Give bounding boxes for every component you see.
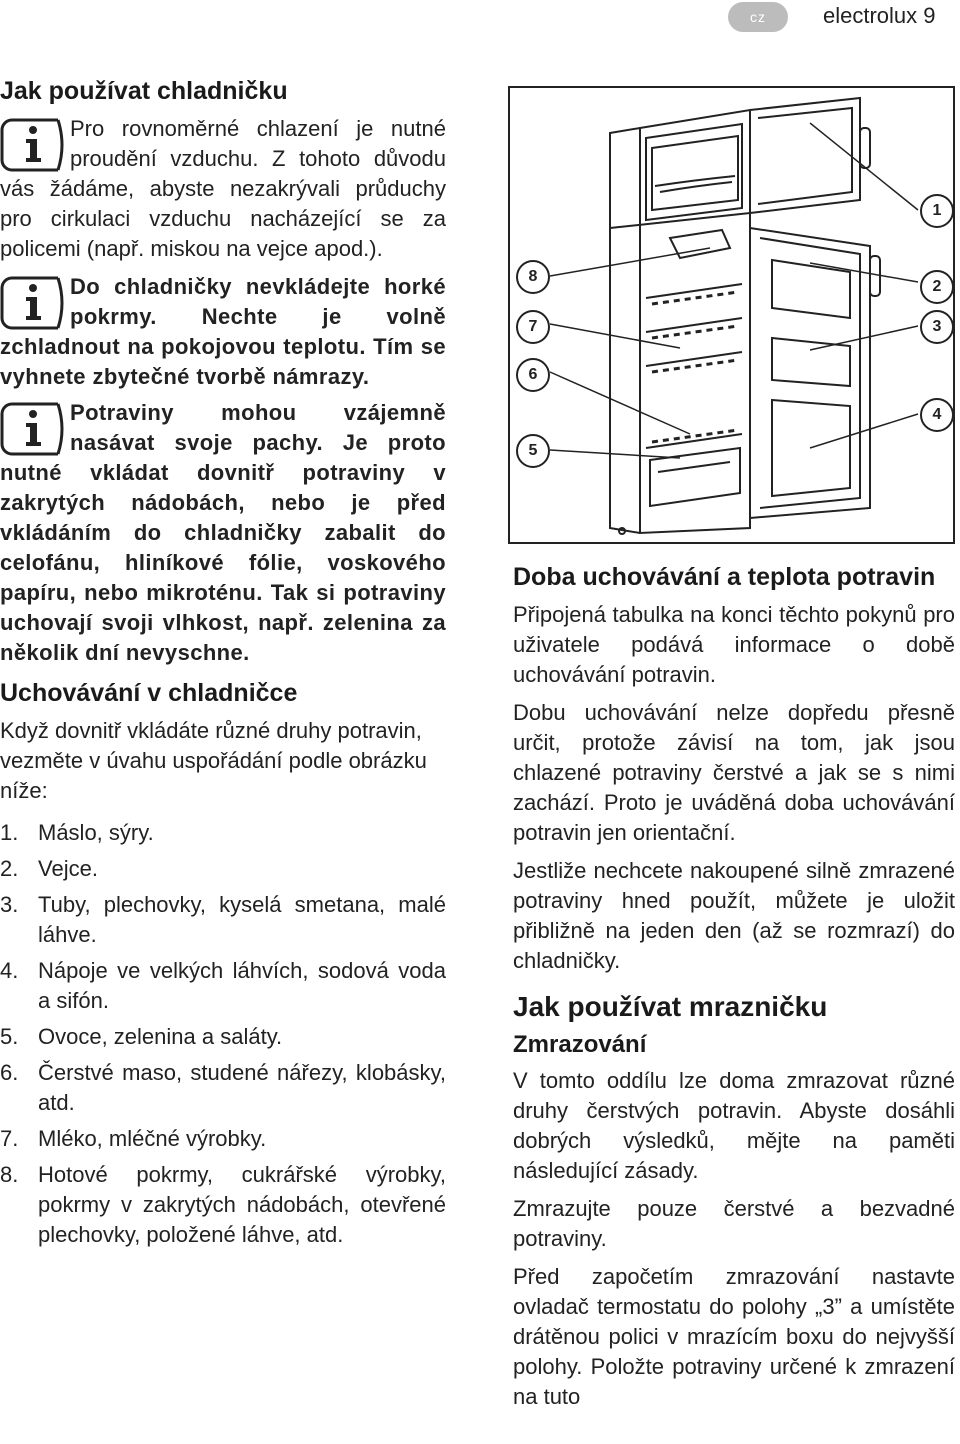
right-column xyxy=(513,562,955,1412)
info-icon xyxy=(0,118,64,172)
paragraph-6: Před započetím zmrazování nastavte ovladač termostatu do polohy „3” a umístěte drátěnou polici v mrazícím boxu do nejvyšší polohy. Položte potraviny určené k zmrazení na tuto xyxy=(513,1264,955,1409)
section-title-freezer: Jak používat mrazničku xyxy=(513,991,828,1022)
section-title-freezing: Zmrazování xyxy=(513,1031,647,1058)
list-item xyxy=(0,890,446,950)
info-note-text-2: Do chladničky nevkládejte horké pokrmy. Nechte je volně zchladnout na pokojovou teplotu. Tím se vyhnete zbytečné tvorbě námrazy. xyxy=(0,274,446,389)
item-text: Tuby, plechovky, kyselá smetana, malé láhve. xyxy=(38,892,446,947)
brand-page-number: electrolux 9 xyxy=(823,3,936,28)
callout-7: 7 xyxy=(516,310,550,344)
item-number: 6. xyxy=(0,1060,19,1085)
paragraph-4: V tomto oddílu lze doma zmrazovat různé druhy čerstvých potravin. Abyste dosáhli dobrých výsledků, mějte na paměti následující zásady. xyxy=(513,1068,955,1183)
item-number: 4. xyxy=(0,958,19,983)
paragraph-5: Zmrazujte pouze čerstvé a bezvadné potraviny. xyxy=(513,1196,955,1251)
item-number: 1. xyxy=(0,820,19,845)
list-item xyxy=(0,1124,446,1154)
item-text: Máslo, sýry. xyxy=(38,820,154,845)
list-item xyxy=(0,1022,446,1052)
info-note-1 xyxy=(0,114,446,264)
paragraph-3: Jestliže nechcete nakoupené silně zmrazené potraviny hned použít, můžete je uložit přibližně na jeden den (až se rozmrazí) do chladničky. xyxy=(513,858,955,973)
paragraph-1: Připojená tabulka na konci těchto pokynů pro uživatele podává informace o době uchovávání potravin. xyxy=(513,602,955,687)
item-number: 3. xyxy=(0,892,19,917)
item-number: 8. xyxy=(0,1162,19,1187)
section-title-storage-time: Doba uchovávání a teplota potravin xyxy=(513,563,936,591)
callout-6: 6 xyxy=(516,358,550,392)
section-title-fridge: Jak používat chladničku xyxy=(0,77,288,105)
item-number: 5. xyxy=(0,1024,19,1049)
callout-2: 2 xyxy=(920,270,954,304)
callout-1: 1 xyxy=(920,194,954,228)
list-item xyxy=(0,854,446,884)
page-header xyxy=(728,0,960,36)
item-text: Nápoje ve velkých láhvích, sodová voda a sifón. xyxy=(38,958,446,1013)
info-icon xyxy=(0,402,64,456)
list-item xyxy=(0,1058,446,1118)
section-title-storage: Uchovávání v chladničce xyxy=(0,679,298,707)
info-note-3 xyxy=(0,398,446,668)
language-badge: cz xyxy=(728,2,788,32)
list-item xyxy=(0,1160,446,1250)
storage-intro: Když dovnitř vkládáte různé druhy potravin, vezměte v úvahu uspořádání podle obrázku níže: xyxy=(0,718,427,803)
item-number: 2. xyxy=(0,856,19,881)
fridge-illustration xyxy=(510,88,953,542)
fridge-diagram xyxy=(508,86,955,544)
paragraph-2: Dobu uchovávání nelze dopředu přesně určit, protože závisí na tom, jak jsou chlazené potraviny čerstvé a jak se s nimi zachází. Proto je uváděná doba uchovávání potravin jen orientační. xyxy=(513,700,955,845)
item-text: Čerstvé maso, studené nářezy, klobásky, atd. xyxy=(38,1060,446,1115)
info-note-text-3: Potraviny mohou vzájemně nasávat svoje pachy. Je proto nutné vkládat dovnitř potraviny v zakrytých nádobách, nebo je před vkládáním do chladničky zabalit do celofánu, hliníkové fólie, voskového papíru, nebo mikroténu. Tak si potraviny uchovají svoji vlhkost, např. zelenina za několik dní nevyschne. xyxy=(0,400,446,665)
info-note-2 xyxy=(0,272,446,392)
item-number: 7. xyxy=(0,1126,19,1151)
storage-list xyxy=(0,818,446,1250)
info-icon xyxy=(0,276,64,330)
callout-4: 4 xyxy=(920,398,954,432)
item-text: Ovoce, zelenina a saláty. xyxy=(38,1024,283,1049)
item-text: Vejce. xyxy=(38,856,98,881)
callout-5: 5 xyxy=(516,434,550,468)
list-item xyxy=(0,818,446,848)
callout-3: 3 xyxy=(920,310,954,344)
left-column xyxy=(0,76,446,1256)
item-text: Hotové pokrmy, cukrářské výrobky, pokrmy v zakrytých nádobách, otevřené plechovky, položené láhve, atd. xyxy=(38,1162,446,1247)
item-text: Mléko, mléčné výrobky. xyxy=(38,1126,267,1151)
list-item xyxy=(0,956,446,1016)
callout-8: 8 xyxy=(516,260,550,294)
info-note-text-1: Pro rovnoměrné chlazení je nutné proudění vzduchu. Z tohoto důvodu vás žádáme, abyste nezakrývali průduchy pro cirkulaci vzduchu nacházející se za policemi (např. miskou na vejce apod.). xyxy=(0,116,446,261)
